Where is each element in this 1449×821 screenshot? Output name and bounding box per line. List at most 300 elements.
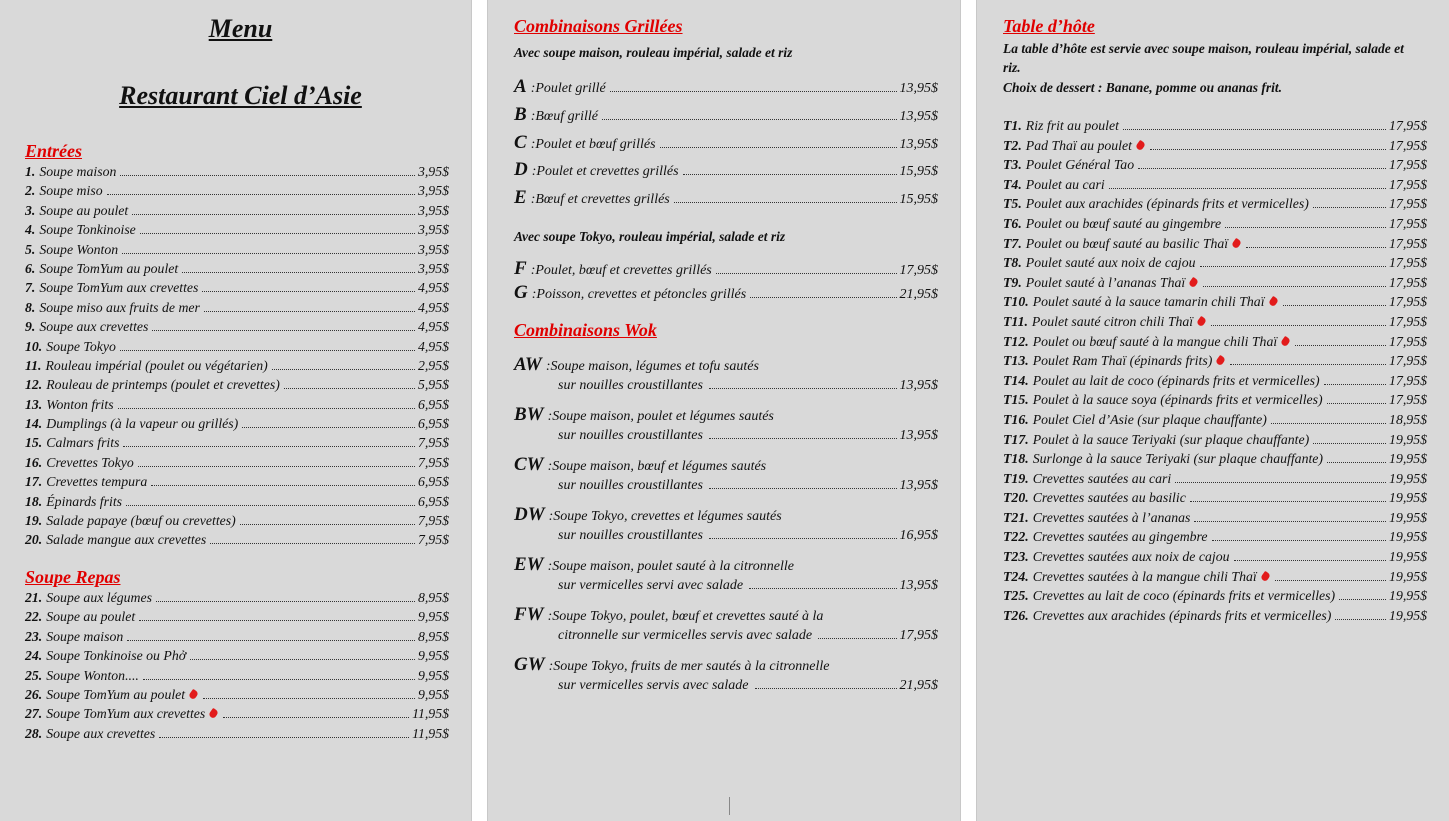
item-number: 25.: [25, 667, 43, 683]
item-name: Soupe maison: [46, 628, 124, 644]
item-name: Poulet Ram Thaï (épinards frits): [1032, 353, 1213, 369]
item-number: T25.: [1003, 588, 1029, 604]
item-price: 9,95$: [417, 667, 449, 683]
menu-item: [25, 377, 449, 396]
dot-leader: [139, 620, 415, 621]
item-number: 20.: [25, 532, 43, 548]
menu-item: [1003, 392, 1427, 412]
dot-leader: [1339, 599, 1386, 600]
dot-leader: [755, 688, 897, 689]
dot-leader: [1313, 443, 1386, 444]
item-name: Pad Thaï au poulet: [1025, 137, 1132, 153]
menu-item: [25, 203, 449, 222]
item-number: T20.: [1003, 490, 1029, 506]
menu-item: [1003, 490, 1427, 510]
menu-item: [25, 706, 449, 725]
item-name: Bœuf grillé: [535, 108, 598, 124]
item-price: 7,95$: [417, 435, 449, 451]
item-description-cont: citronnelle sur vermicelles servis avec salade: [558, 628, 813, 643]
menu-item: [25, 319, 449, 338]
item-price: 21,95$: [899, 287, 938, 302]
item-price: 13,95$: [899, 136, 938, 152]
item-number: 26.: [25, 686, 43, 702]
dot-leader: [223, 717, 409, 718]
item-price: 3,95$: [417, 183, 449, 199]
item-separator: :: [548, 509, 554, 524]
chili-pepper-icon: [208, 708, 219, 719]
dot-leader: [127, 640, 415, 641]
menu-item: [1003, 353, 1427, 373]
dot-leader: [143, 679, 415, 680]
chili-pepper-icon: [1196, 316, 1207, 327]
dot-leader: [1203, 286, 1386, 287]
dot-leader: [1212, 540, 1387, 541]
item-name: Soupe TomYum au poulet: [46, 686, 186, 702]
item-number: G: [514, 282, 528, 303]
item-description: Soupe maison, poulet et légumes sautés: [552, 409, 774, 424]
menu-item: [25, 222, 449, 241]
item-price: 19,95$: [1389, 607, 1427, 623]
item-name: Crevettes sautées au basilic: [1032, 490, 1186, 506]
item-number: T23.: [1003, 549, 1029, 565]
item-name: Surlonge à la sauce Teriyaki (sur plaque chauffante): [1032, 451, 1324, 467]
item-name: Poulet au lait de coco (épinards frits et vermicelles): [1032, 372, 1320, 388]
dot-leader: [1327, 462, 1386, 463]
item-name: Poulet au cari: [1025, 176, 1105, 192]
table-hote-heading: Table d’hôte: [1003, 16, 1095, 36]
item-name: Poulet à la sauce soya (épinards frits et vermicelles): [1032, 392, 1323, 408]
item-price: 19,95$: [1389, 588, 1427, 604]
menu-item: [1003, 588, 1427, 608]
menu-item: [1003, 196, 1427, 216]
item-name: Poulet Général Tao: [1025, 157, 1135, 173]
item-number: T15.: [1003, 392, 1029, 408]
menu-item: [25, 726, 449, 745]
item-name: Crevettes sautées au gingembre: [1032, 529, 1208, 545]
item-number: T11.: [1003, 313, 1028, 329]
menu-item: [25, 629, 449, 648]
item-description: Soupe Tokyo, poulet, bœuf et crevettes sauté à la: [552, 609, 824, 624]
chili-pepper-icon: [1215, 355, 1226, 366]
menu-item: [1003, 529, 1427, 549]
item-name: Crevettes sautées à l’ananas: [1032, 509, 1191, 525]
menu-item: [25, 397, 449, 416]
wok-item: [514, 354, 938, 404]
menu-item: [1003, 294, 1427, 314]
wok-line-1: [514, 554, 938, 578]
dot-leader: [1190, 501, 1386, 502]
item-description-cont: sur nouilles croustillantes: [558, 428, 703, 443]
menu-item: [25, 609, 449, 628]
item-price: 8,95$: [417, 590, 449, 605]
text-cursor: [729, 797, 730, 815]
wok-line-2: [514, 678, 938, 702]
item-name: Poulet et bœuf grillés: [535, 136, 656, 152]
item-name: Soupe Tokyo: [46, 338, 116, 354]
wok-line-2: [514, 628, 938, 652]
item-name: Poulet grillé: [535, 81, 606, 96]
item-price: 19,95$: [1389, 568, 1427, 584]
table-hote-intro: La table d’hôte est servie avec soupe maison, rouleau impérial, salade et riz.: [1003, 41, 1404, 75]
item-price: 17,95$: [1389, 215, 1427, 231]
dot-leader: [709, 388, 897, 389]
item-name: Rouleau impérial (poulet ou végétarien): [45, 357, 268, 373]
item-number: T14.: [1003, 372, 1029, 388]
item-separator: :: [530, 263, 536, 278]
menu-item: [1003, 314, 1427, 334]
item-number: 3.: [25, 202, 36, 218]
menu-item: [25, 358, 449, 377]
item-price: 3,95$: [417, 260, 449, 276]
item-code: AW: [514, 354, 542, 375]
dot-leader: [709, 538, 897, 539]
menu-item: [514, 282, 938, 306]
wok-line-2: [514, 478, 938, 502]
item-name: Crevettes tempura: [46, 474, 148, 490]
menu-item: [25, 532, 449, 551]
item-number: 12.: [25, 377, 43, 393]
dot-leader: [122, 253, 415, 254]
menu-item: [25, 648, 449, 667]
item-separator: :: [530, 192, 536, 208]
item-name: Crevettes sautées à la mangue chili Thaï: [1032, 568, 1257, 584]
item-separator: :: [545, 359, 551, 374]
dot-leader: [272, 369, 415, 370]
item-number: 24.: [25, 648, 43, 664]
menu-item: [514, 132, 938, 160]
menu-item: [514, 104, 938, 132]
wok-line-1: [514, 504, 938, 528]
dot-leader: [750, 297, 896, 298]
dot-leader: [118, 408, 415, 409]
menu-item: [25, 474, 449, 493]
item-price: 17,95$: [1389, 392, 1427, 408]
menu-item: [25, 494, 449, 513]
item-name: Crevettes Tokyo: [46, 454, 134, 470]
item-price: 4,95$: [417, 319, 449, 335]
item-separator: :: [530, 136, 536, 152]
item-price: 17,95$: [1389, 353, 1427, 369]
item-price: 19,95$: [1389, 529, 1427, 545]
item-number: 7.: [25, 280, 36, 296]
item-number: 5.: [25, 241, 36, 257]
wok-line-1: [514, 604, 938, 628]
item-number: T17.: [1003, 431, 1029, 447]
item-name: Poulet sauté citron chili Thaï: [1031, 313, 1194, 329]
item-price: 17,95$: [1389, 157, 1427, 173]
item-price: 9,95$: [417, 648, 449, 664]
dot-leader: [1200, 266, 1387, 267]
item-name: Crevettes aux arachides (épinards frits et vermicelles): [1032, 607, 1332, 623]
dot-leader: [674, 202, 897, 203]
item-number: T10.: [1003, 294, 1029, 310]
item-separator: :: [531, 164, 537, 180]
item-number: T16.: [1003, 411, 1029, 427]
wok-line-2: [514, 378, 938, 402]
dot-leader: [709, 488, 897, 489]
wok-list: [514, 354, 938, 704]
item-price: 17,95$: [1389, 313, 1427, 329]
wok-item: [514, 604, 938, 654]
item-name: Soupe miso aux fruits de mer: [39, 299, 200, 315]
item-price: 19,95$: [1389, 470, 1427, 486]
item-number: 15.: [25, 435, 43, 451]
item-price: 19,95$: [1389, 451, 1427, 467]
wok-item: [514, 554, 938, 604]
chili-pepper-icon: [1268, 296, 1279, 307]
item-price: 17,95$: [1389, 176, 1427, 192]
item-name: Soupe Wonton....: [46, 667, 139, 683]
item-number: 4.: [25, 222, 36, 238]
item-name: Wonton frits: [46, 396, 114, 412]
item-price: 13,95$: [899, 108, 938, 124]
dot-leader: [204, 311, 415, 312]
menu-item: [1003, 236, 1427, 256]
item-price: 16,95$: [899, 528, 938, 543]
page-3: [977, 0, 1449, 821]
item-price: 17,95$: [899, 628, 938, 643]
menu-item: [1003, 334, 1427, 354]
item-number: 19.: [25, 513, 43, 529]
item-number: A: [514, 76, 527, 97]
menu-item: [25, 261, 449, 280]
item-price: 17,95$: [899, 263, 938, 278]
item-price: 6,95$: [417, 474, 449, 490]
item-number: T9.: [1003, 274, 1022, 290]
item-number: T5.: [1003, 196, 1022, 212]
item-price: 17,95$: [1389, 137, 1427, 153]
menu-item: [25, 300, 449, 319]
item-name: Salade mangue aux crevettes: [46, 532, 207, 548]
item-price: 9,95$: [417, 609, 449, 625]
dot-leader: [683, 174, 897, 175]
item-number: T2.: [1003, 137, 1022, 153]
item-price: 13,95$: [899, 578, 938, 593]
item-number: C: [514, 131, 527, 153]
item-price: 2,95$: [417, 357, 449, 373]
item-number: 22.: [25, 609, 43, 625]
item-name: Poulet à la sauce Teriyaki (sur plaque chauffante): [1032, 431, 1310, 447]
item-price: 11,95$: [412, 725, 449, 741]
item-price: 4,95$: [417, 338, 449, 354]
item-price: 5,95$: [417, 377, 449, 393]
dot-leader: [1175, 482, 1386, 483]
item-separator: :: [547, 609, 553, 624]
page-gutter: [471, 0, 488, 821]
chili-pepper-icon: [1231, 237, 1242, 248]
dot-leader: [716, 273, 897, 274]
item-description: Soupe Tokyo, crevettes et légumes sautés: [553, 509, 782, 524]
item-name: Soupe Wonton: [39, 241, 119, 257]
menu-item: [514, 258, 938, 282]
wok-item: [514, 404, 938, 454]
item-number: D: [514, 159, 528, 181]
menu-item: [514, 187, 938, 215]
wok-line-2: [514, 528, 938, 552]
menu-item: [1003, 255, 1427, 275]
dot-leader: [190, 659, 415, 660]
item-price: 17,95$: [1389, 294, 1427, 310]
item-name: Soupe TomYum aux crevettes: [46, 706, 206, 722]
menu-item: [25, 513, 449, 532]
item-number: T26.: [1003, 607, 1029, 623]
menu-item: [1003, 451, 1427, 471]
item-name: Soupe maison: [39, 164, 117, 179]
dot-leader: [660, 147, 897, 148]
wok-item: [514, 454, 938, 504]
item-price: 7,95$: [417, 454, 449, 470]
item-name: Salade papaye (bœuf ou crevettes): [46, 513, 236, 529]
dot-leader: [1283, 305, 1387, 306]
dot-leader: [1211, 325, 1386, 326]
item-price: 6,95$: [417, 493, 449, 509]
wok-heading: Combinaisons Wok: [514, 320, 657, 340]
item-price: 3,95$: [417, 202, 449, 218]
item-price: 17,95$: [1389, 333, 1427, 349]
item-price: 17,95$: [1389, 118, 1427, 133]
wok-line-1: [514, 404, 938, 428]
item-price: 17,95$: [1389, 255, 1427, 271]
item-price: 17,95$: [1389, 235, 1427, 251]
grillees-subtitle-1: Avec soupe maison, rouleau impérial, salade et riz: [514, 45, 793, 60]
dot-leader: [749, 588, 896, 589]
item-name: Poisson, crevettes et pétoncles grillés: [536, 287, 747, 302]
dot-leader: [210, 543, 415, 544]
entrees-heading: Entrées: [25, 141, 83, 161]
item-price: 15,95$: [899, 164, 938, 180]
dot-leader: [1234, 560, 1387, 561]
page-2: [488, 0, 960, 821]
item-number: T21.: [1003, 509, 1029, 525]
item-code: GW: [514, 654, 545, 675]
item-price: 6,95$: [417, 396, 449, 412]
dot-leader: [240, 524, 415, 525]
dot-leader: [126, 505, 415, 506]
menu-item: [25, 687, 449, 706]
wok-line-2: [514, 428, 938, 452]
dot-leader: [1327, 403, 1386, 404]
item-price: 21,95$: [899, 678, 938, 693]
item-number: T13.: [1003, 353, 1029, 369]
menu-title: Menu: [208, 14, 273, 43]
item-price: 19,95$: [1389, 549, 1427, 565]
dot-leader: [1150, 149, 1386, 150]
menu-item: [1003, 118, 1427, 138]
dot-leader: [1138, 168, 1386, 169]
dot-leader: [1109, 188, 1386, 189]
wok-item: [514, 504, 938, 554]
item-price: 4,95$: [417, 280, 449, 296]
item-price: 3,95$: [417, 222, 449, 238]
dot-leader: [284, 388, 415, 389]
dot-leader: [242, 427, 415, 428]
item-name: Poulet ou bœuf sauté au gingembre: [1025, 215, 1222, 231]
item-description-cont: sur nouilles croustillantes: [558, 478, 703, 493]
item-number: T6.: [1003, 215, 1022, 231]
item-separator: :: [531, 287, 537, 302]
item-description: Soupe maison, bœuf et légumes sautés: [552, 459, 767, 474]
menu-item: [1003, 138, 1427, 158]
dot-leader: [818, 638, 896, 639]
menu-item: [1003, 412, 1427, 432]
dot-leader: [107, 194, 415, 195]
dot-leader: [1194, 521, 1386, 522]
grillees-list-1: [514, 76, 938, 215]
menu-item: [25, 435, 449, 454]
wok-line-1: [514, 354, 938, 378]
item-price: 17,95$: [1389, 274, 1427, 290]
item-number: E: [514, 187, 527, 209]
item-price: 6,95$: [417, 416, 449, 432]
chili-pepper-icon: [1135, 139, 1146, 150]
item-price: 7,95$: [417, 513, 449, 529]
dot-leader: [1295, 345, 1386, 346]
menu-item: [1003, 373, 1427, 393]
menu-item: [25, 183, 449, 202]
item-price: 9,95$: [417, 686, 449, 702]
item-price: 13,95$: [899, 81, 938, 96]
grillees-subtitle-2: Avec soupe Tokyo, rouleau impérial, salade et riz: [514, 229, 786, 244]
item-name: Poulet Ciel d’Asie (sur plaque chauffante): [1032, 411, 1267, 427]
item-name: Soupe au poulet: [39, 202, 129, 218]
dot-leader: [1123, 129, 1386, 130]
item-name: Bœuf et crevettes grillés: [535, 192, 670, 208]
item-price: 17,95$: [1389, 372, 1427, 388]
menu-item: [1003, 275, 1427, 295]
item-separator: :: [548, 659, 554, 674]
chili-pepper-icon: [1280, 335, 1291, 346]
item-name: Soupe aux crevettes: [39, 319, 149, 335]
item-description-cont: sur vermicelles servi avec salade: [558, 578, 744, 593]
item-price: 8,95$: [417, 628, 449, 644]
item-name: Soupe Tonkinoise ou Phở: [46, 648, 187, 664]
item-name: Épinards frits: [46, 493, 123, 509]
item-price: 3,95$: [417, 241, 449, 257]
dot-leader: [152, 330, 415, 331]
item-description-cont: sur nouilles croustillantes: [558, 378, 703, 393]
dot-leader: [120, 175, 415, 176]
chili-pepper-icon: [1188, 277, 1199, 288]
item-description: Soupe maison, poulet sauté à la citronnelle: [552, 559, 794, 574]
item-separator: :: [547, 409, 553, 424]
page-gutter: [960, 0, 977, 821]
item-price: 18,95$: [1389, 411, 1427, 427]
item-price: 13,95$: [899, 478, 938, 493]
item-number: T19.: [1003, 470, 1029, 486]
menu-item: [1003, 608, 1427, 628]
item-code: CW: [514, 454, 544, 475]
item-price: 4,95$: [417, 299, 449, 315]
item-price: 15,95$: [899, 192, 938, 208]
item-separator: :: [547, 559, 553, 574]
item-name: Calmars frits: [46, 435, 120, 451]
menu-item: [514, 76, 938, 104]
item-name: Crevettes sautées au cari: [1032, 470, 1172, 486]
wok-line-1: [514, 454, 938, 478]
item-number: T18.: [1003, 451, 1029, 467]
grillees-list-2: [514, 258, 938, 306]
grillees-heading: Combinaisons Grillées: [514, 16, 683, 36]
menu-item: [1003, 157, 1427, 177]
menu-item: [25, 416, 449, 435]
restaurant-name: Restaurant Ciel d’Asie: [119, 81, 362, 110]
wok-item: [514, 654, 938, 704]
dot-leader: [156, 601, 415, 602]
item-code: BW: [514, 404, 544, 425]
item-name: Poulet et crevettes grillés: [536, 164, 679, 180]
item-number: T22.: [1003, 529, 1029, 545]
item-description-cont: sur nouilles croustillantes: [558, 528, 703, 543]
